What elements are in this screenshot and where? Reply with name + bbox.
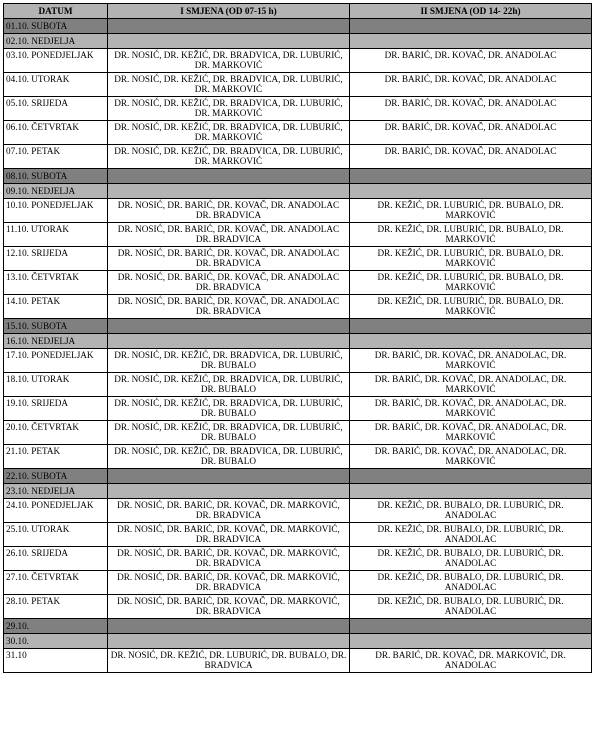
shift-2-cell: DR. BARIĆ, DR. KOVAČ, DR. ANADOLAC, DR. MARKOVIĆ xyxy=(350,397,592,421)
date-cell: 14.10. PETAK xyxy=(4,295,108,319)
shift-2-cell xyxy=(350,619,592,634)
schedule-document xyxy=(3,3,592,673)
date-cell: 30.10. xyxy=(4,634,108,649)
schedule-row xyxy=(4,145,592,169)
shift-2-cell xyxy=(350,169,592,184)
shift-1-cell xyxy=(108,319,350,334)
date-cell: 22.10. SUBOTA xyxy=(4,469,108,484)
shift-2-cell: DR. BARIĆ, DR. KOVAČ, DR. ANADOLAC, DR. MARKOVIĆ xyxy=(350,445,592,469)
schedule-row xyxy=(4,421,592,445)
date-cell: 05.10. SRIJEDA xyxy=(4,97,108,121)
date-cell: 12.10. SRIJEDA xyxy=(4,247,108,271)
shift-2-cell: DR. BARIĆ, DR. KOVAČ, DR. ANADOLAC xyxy=(350,97,592,121)
shift-1-cell: DR. NOSIĆ, DR. KEŽIĆ, DR. BRADVICA, DR. LUBURIĆ, DR. MARKOVIĆ xyxy=(108,121,350,145)
shift-2-cell: DR. KEŽIĆ, DR. BUBALO, DR. LUBURIĆ, DR. ANADOLAC xyxy=(350,595,592,619)
shift-1-cell: DR. NOSIĆ, DR. KEŽIĆ, DR. BRADVICA, DR. LUBURIĆ, DR. BUBALO xyxy=(108,421,350,445)
shift-1-cell: DR. NOSIĆ, DR. KEŽIĆ, DR. BRADVICA, DR. LUBURIĆ, DR. BUBALO xyxy=(108,397,350,421)
schedule-row xyxy=(4,523,592,547)
shift-2-cell xyxy=(350,34,592,49)
date-cell: 19.10. SRIJEDA xyxy=(4,397,108,421)
shift-2-cell: DR. KEŽIĆ, DR. BUBALO, DR. LUBURIĆ, DR. ANADOLAC xyxy=(350,571,592,595)
shift-1-cell: DR. NOSIĆ, DR. KEŽIĆ, DR. BRADVICA, DR. LUBURIĆ, DR. BUBALO xyxy=(108,445,350,469)
shift-2-cell: DR. KEŽIĆ, DR. LUBURIĆ, DR. BUBALO, DR. MARKOVIĆ xyxy=(350,247,592,271)
date-cell: 29.10. xyxy=(4,619,108,634)
shift-1-cell: DR. NOSIĆ, DR. BARIĆ, DR. KOVAČ, DR. MARKOVIĆ, DR. BRADVICA xyxy=(108,571,350,595)
schedule-row xyxy=(4,271,592,295)
weekend-row xyxy=(4,484,592,499)
shift-1-cell xyxy=(108,19,350,34)
header-shift-1: I SMJENA (OD 07-15 h) xyxy=(108,4,350,19)
shift-2-cell xyxy=(350,469,592,484)
schedule-body xyxy=(4,19,592,673)
weekend-row xyxy=(4,34,592,49)
date-cell: 08.10. SUBOTA xyxy=(4,169,108,184)
date-cell: 07.10. PETAK xyxy=(4,145,108,169)
shift-1-cell: DR. NOSIĆ, DR. KEŽIĆ, DR. LUBURIĆ, DR. BUBALO, DR. BRADVICA xyxy=(108,649,350,673)
date-cell: 25.10. UTORAK xyxy=(4,523,108,547)
shift-2-cell: DR. KEŽIĆ, DR. LUBURIĆ, DR. BUBALO, DR. MARKOVIĆ xyxy=(350,271,592,295)
schedule-row xyxy=(4,373,592,397)
schedule-row xyxy=(4,199,592,223)
shift-2-cell xyxy=(350,334,592,349)
schedule-row xyxy=(4,49,592,73)
weekend-row xyxy=(4,319,592,334)
shift-1-cell xyxy=(108,34,350,49)
shift-2-cell xyxy=(350,19,592,34)
date-cell: 21.10. PETAK xyxy=(4,445,108,469)
shift-2-cell: DR. KEŽIĆ, DR. BUBALO, DR. LUBURIĆ, DR. ANADOLAC xyxy=(350,547,592,571)
shift-1-cell: DR. NOSIĆ, DR. BARIĆ, DR. KOVAČ, DR. MARKOVIĆ, DR. BRADVICA xyxy=(108,547,350,571)
schedule-row xyxy=(4,247,592,271)
schedule-row xyxy=(4,349,592,373)
date-cell: 31.10 xyxy=(4,649,108,673)
weekend-row xyxy=(4,169,592,184)
shift-1-cell: DR. NOSIĆ, DR. BARIĆ, DR. KOVAČ, DR. MARKOVIĆ, DR. BRADVICA xyxy=(108,523,350,547)
schedule-row xyxy=(4,445,592,469)
shift-2-cell: DR. BARIĆ, DR. KOVAČ, DR. ANADOLAC, DR. MARKOVIĆ xyxy=(350,421,592,445)
date-cell: 23.10. NEDJELJA xyxy=(4,484,108,499)
shift-1-cell: DR. NOSIĆ, DR. BARIĆ, DR. KOVAČ, DR. MARKOVIĆ, DR. BRADVICA xyxy=(108,499,350,523)
schedule-row xyxy=(4,97,592,121)
shift-1-cell xyxy=(108,619,350,634)
shift-1-cell: DR. NOSIĆ, DR. BARIĆ, DR. KOVAČ, DR. ANADOLAC DR. BRADVICA xyxy=(108,295,350,319)
shift-2-cell xyxy=(350,319,592,334)
shift-2-cell: DR. KEŽIĆ, DR. LUBURIĆ, DR. BUBALO, DR. MARKOVIĆ xyxy=(350,223,592,247)
shift-schedule-table xyxy=(3,3,592,673)
date-cell: 04.10. UTORAK xyxy=(4,73,108,97)
schedule-row xyxy=(4,595,592,619)
shift-2-cell: DR. KEŽIĆ, DR. LUBURIĆ, DR. BUBALO, DR. MARKOVIĆ xyxy=(350,295,592,319)
date-cell: 06.10. ČETVRTAK xyxy=(4,121,108,145)
shift-2-cell: DR. BARIĆ, DR. KOVAČ, DR. ANADOLAC, DR. MARKOVIĆ xyxy=(350,349,592,373)
shift-2-cell: DR. BARIĆ, DR. KOVAČ, DR. ANADOLAC xyxy=(350,145,592,169)
shift-1-cell xyxy=(108,334,350,349)
shift-1-cell: DR. NOSIĆ, DR. BARIĆ, DR. KOVAČ, DR. ANADOLAC DR. BRADVICA xyxy=(108,199,350,223)
weekend-row xyxy=(4,619,592,634)
weekend-row xyxy=(4,184,592,199)
shift-1-cell xyxy=(108,469,350,484)
shift-2-cell xyxy=(350,634,592,649)
schedule-row xyxy=(4,223,592,247)
date-cell: 24.10. PONEDJELJAK xyxy=(4,499,108,523)
date-cell: 20.10. ČETVRTAK xyxy=(4,421,108,445)
weekend-row xyxy=(4,634,592,649)
date-cell: 26.10. SRIJEDA xyxy=(4,547,108,571)
shift-1-cell: DR. NOSIĆ, DR. KEŽIĆ, DR. BRADVICA, DR. LUBURIĆ, DR. BUBALO xyxy=(108,373,350,397)
shift-2-cell: DR. BARIĆ, DR. KOVAČ, DR. ANADOLAC, DR. MARKOVIĆ xyxy=(350,373,592,397)
shift-1-cell: DR. NOSIĆ, DR. BARIĆ, DR. KOVAČ, DR. MARKOVIĆ, DR. BRADVICA xyxy=(108,595,350,619)
schedule-row xyxy=(4,73,592,97)
shift-1-cell: DR. NOSIĆ, DR. KEŽIĆ, DR. BRADVICA, DR. LUBURIĆ, DR. MARKOVIĆ xyxy=(108,73,350,97)
schedule-row xyxy=(4,571,592,595)
shift-1-cell: DR. NOSIĆ, DR. BARIĆ, DR. KOVAČ, DR. ANADOLAC DR. BRADVICA xyxy=(108,271,350,295)
shift-1-cell xyxy=(108,484,350,499)
date-cell: 11.10. UTORAK xyxy=(4,223,108,247)
schedule-row xyxy=(4,295,592,319)
shift-2-cell: DR. BARIĆ, DR. KOVAČ, DR. ANADOLAC xyxy=(350,73,592,97)
schedule-row xyxy=(4,121,592,145)
date-cell: 02.10. NEDJELJA xyxy=(4,34,108,49)
shift-2-cell: DR. BARIĆ, DR. KOVAČ, DR. MARKOVIĆ, DR. ANADOLAC xyxy=(350,649,592,673)
shift-2-cell: DR. BARIĆ, DR. KOVAČ, DR. ANADOLAC xyxy=(350,121,592,145)
weekend-row xyxy=(4,19,592,34)
date-cell: 16.10. NEDJELJA xyxy=(4,334,108,349)
date-cell: 09.10. NEDJELJA xyxy=(4,184,108,199)
shift-2-cell: DR. BARIĆ, DR. KOVAČ, DR. ANADOLAC xyxy=(350,49,592,73)
shift-2-cell: DR. KEŽIĆ, DR. LUBURIĆ, DR. BUBALO, DR. MARKOVIĆ xyxy=(350,199,592,223)
shift-2-cell xyxy=(350,184,592,199)
date-cell: 03.10. PONEDJELJAK xyxy=(4,49,108,73)
shift-1-cell: DR. NOSIĆ, DR. BARIĆ, DR. KOVAČ, DR. ANADOLAC DR. BRADVICA xyxy=(108,247,350,271)
date-cell: 13.10. ČETVRTAK xyxy=(4,271,108,295)
shift-1-cell: DR. NOSIĆ, DR. KEŽIĆ, DR. BRADVICA, DR. LUBURIĆ, DR. MARKOVIĆ xyxy=(108,97,350,121)
schedule-row xyxy=(4,649,592,673)
date-cell: 10.10. PONEDJELJAK xyxy=(4,199,108,223)
shift-1-cell xyxy=(108,184,350,199)
shift-1-cell: DR. NOSIĆ, DR. KEŽIĆ, DR. BRADVICA, DR. LUBURIĆ, DR. MARKOVIĆ xyxy=(108,145,350,169)
date-cell: 15.10. SUBOTA xyxy=(4,319,108,334)
date-cell: 27.10. ČETVRTAK xyxy=(4,571,108,595)
shift-1-cell xyxy=(108,634,350,649)
date-cell: 18.10. UTORAK xyxy=(4,373,108,397)
header-date: DATUM xyxy=(4,4,108,19)
weekend-row xyxy=(4,334,592,349)
shift-2-cell: DR. KEŽIĆ, DR. BUBALO, DR. LUBURIĆ, DR. ANADOLAC xyxy=(350,499,592,523)
header-shift-2: II SMJENA (OD 14- 22h) xyxy=(350,4,592,19)
shift-2-cell: DR. KEŽIĆ, DR. BUBALO, DR. LUBURIĆ, DR. ANADOLAC xyxy=(350,523,592,547)
schedule-row xyxy=(4,397,592,421)
shift-1-cell: DR. NOSIĆ, DR. KEŽIĆ, DR. BRADVICA, DR. LUBURIĆ, DR. MARKOVIĆ xyxy=(108,49,350,73)
shift-1-cell: DR. NOSIĆ, DR. BARIĆ, DR. KOVAČ, DR. ANADOLAC DR. BRADVICA xyxy=(108,223,350,247)
shift-1-cell xyxy=(108,169,350,184)
shift-1-cell: DR. NOSIĆ, DR. KEŽIĆ, DR. BRADVICA, DR. LUBURIĆ, DR. BUBALO xyxy=(108,349,350,373)
schedule-row xyxy=(4,499,592,523)
shift-2-cell xyxy=(350,484,592,499)
date-cell: 28.10. PETAK xyxy=(4,595,108,619)
header-row xyxy=(4,4,592,19)
schedule-row xyxy=(4,547,592,571)
date-cell: 01.10. SUBOTA xyxy=(4,19,108,34)
date-cell: 17.10. PONEDJELJAK xyxy=(4,349,108,373)
weekend-row xyxy=(4,469,592,484)
